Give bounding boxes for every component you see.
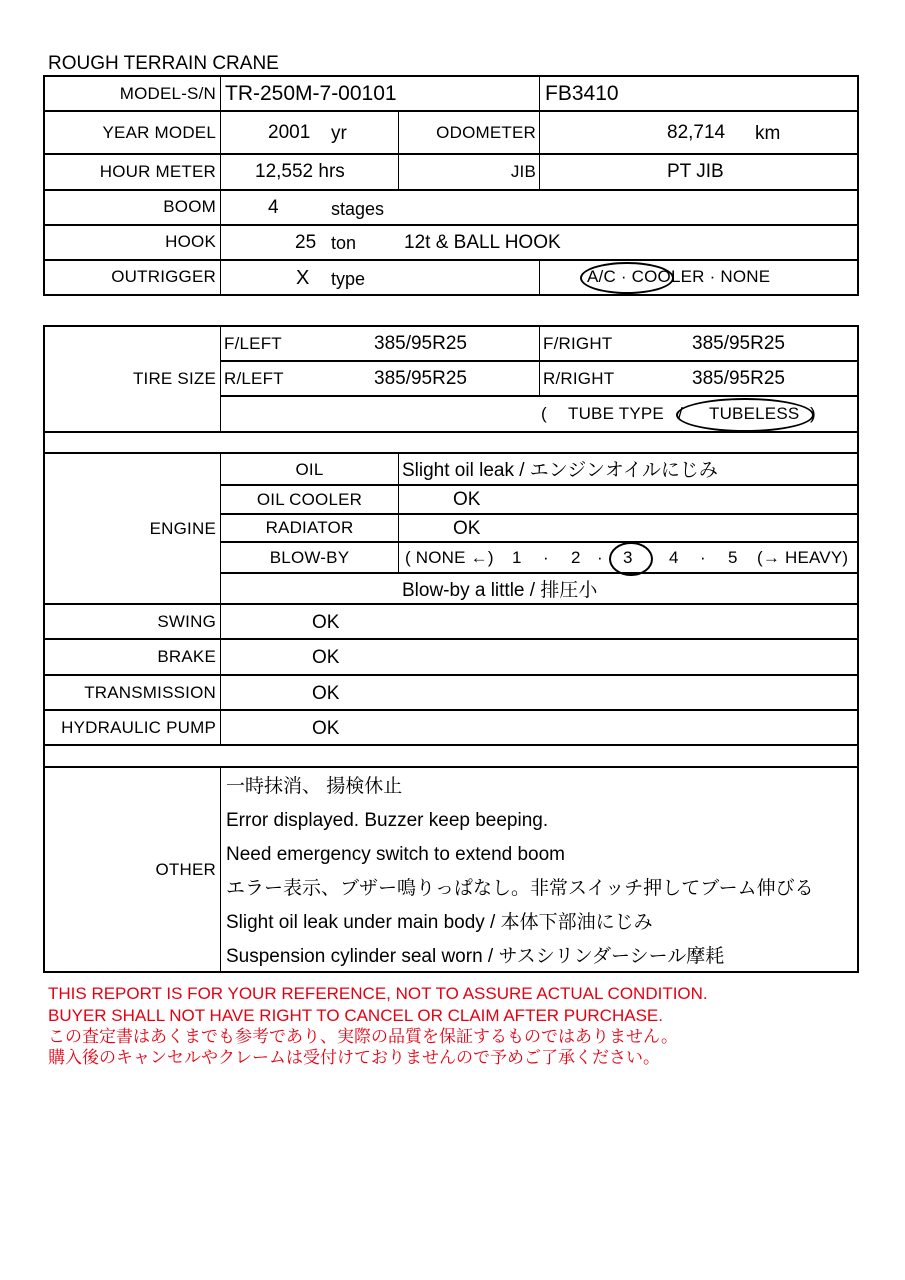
jib-label: JIB — [510, 162, 536, 181]
tire-type-open: ( — [541, 404, 547, 423]
hook-value: 25 — [295, 232, 317, 253]
outrigger-value: X — [296, 267, 310, 289]
disclaimer-line: この査定書はあくまでも参考であり、実際の品質を保証するものではありません。 — [48, 1027, 679, 1046]
jib-value: PT JIB — [667, 161, 724, 182]
other-line: Error displayed. Buzzer keep beeping. — [226, 810, 549, 831]
transmission-value: OK — [312, 683, 340, 704]
brake-value: OK — [312, 647, 340, 668]
oil-cooler-label: OIL COOLER — [256, 490, 363, 509]
blowby-3: 3 — [623, 548, 633, 567]
ac-options: A/C · COOLER · NONE — [587, 267, 771, 286]
oil-label: OIL — [295, 460, 324, 479]
hour-value: 12,552 hrs — [255, 161, 345, 182]
blowby-2: 2 — [571, 548, 581, 567]
boom-value: 4 — [268, 197, 279, 218]
other-line: Slight oil leak under main body / 本体下部油にじみ — [226, 912, 653, 933]
ac-selection-circle — [580, 262, 674, 294]
year-label: YEAR MODEL — [102, 123, 216, 142]
disclaimer-line: BUYER SHALL NOT HAVE RIGHT TO CANCEL OR CLAIM AFTER PURCHASE. — [48, 1006, 663, 1025]
tire-size-label: TIRE SIZE — [132, 369, 216, 388]
page-title: ROUGH TERRAIN CRANE — [48, 53, 279, 74]
year-value: 2001 — [268, 122, 311, 143]
hydraulic-pump-value: OK — [312, 718, 340, 739]
blowby-heavy: (→ HEAVY) — [757, 548, 849, 567]
radiator-value: OK — [453, 518, 481, 539]
odometer-value: 82,714 — [667, 122, 726, 143]
boom-label: BOOM — [163, 197, 216, 216]
brake-label: BRAKE — [157, 647, 216, 666]
other-line: Suspension cylinder seal worn / サスシリンダーシール摩耗 — [226, 946, 725, 967]
tire-type-tubeless: TUBELESS — [709, 404, 800, 423]
hook-label: HOOK — [165, 232, 216, 251]
disclaimer-line: 購入後のキャンセルやクレームは受付けておりませんので予めご了承ください。 — [48, 1048, 660, 1067]
transmission-label: TRANSMISSION — [84, 683, 216, 702]
blowby-none: ( NONE ←) — [405, 548, 494, 567]
swing-label: SWING — [157, 612, 216, 631]
tire-rl-value: 385/95R25 — [374, 368, 467, 389]
tire-type-sep: / — [678, 404, 683, 423]
oil-cooler-value: OK — [453, 489, 481, 510]
other-line: 一時抹消、 揚検休止 — [226, 776, 403, 797]
blowby-5: 5 — [728, 548, 738, 567]
model-value: TR-250M-7-00101 — [225, 82, 397, 105]
odometer-unit: km — [755, 123, 781, 144]
oil-value: Slight oil leak / エンジンオイルにじみ — [402, 460, 718, 481]
tire-fl-value: 385/95R25 — [374, 333, 467, 354]
tire-fr-value: 385/95R25 — [692, 333, 785, 354]
boom-unit: stages — [331, 199, 385, 219]
other-label: OTHER — [155, 860, 216, 879]
engine-label: ENGINE — [149, 519, 216, 538]
radiator-label: RADIATOR — [265, 518, 354, 537]
tire-rl-label: R/LEFT — [224, 369, 284, 388]
hook-note: 12t & BALL HOOK — [404, 232, 561, 253]
tire-type-close: ) — [810, 404, 816, 423]
hour-label: HOUR METER — [99, 162, 216, 181]
outrigger-label: OUTRIGGER — [111, 267, 216, 286]
tire-type-tube: TUBE TYPE — [568, 404, 664, 423]
swing-value: OK — [312, 612, 340, 633]
model-label: MODEL-S/N — [119, 84, 216, 103]
outrigger-unit: type — [331, 269, 366, 289]
hook-unit: ton — [331, 233, 357, 253]
other-line: Need emergency switch to extend boom — [226, 844, 566, 865]
hydraulic-pump-label: HYDRAULIC PUMP — [61, 718, 216, 737]
odometer-label: ODOMETER — [436, 123, 536, 142]
tire-rr-label: R/RIGHT — [543, 369, 615, 388]
blowby-label: BLOW-BY — [269, 548, 350, 567]
tubeless-selection-circle — [676, 398, 814, 432]
blowby-4: 4 — [669, 548, 679, 567]
serial-value: FB3410 — [545, 82, 619, 105]
tire-fl-label: F/LEFT — [224, 334, 282, 353]
blowby-selection-circle — [609, 542, 653, 576]
blowby-note: Blow-by a little / 排圧小 — [402, 580, 598, 601]
disclaimer-line: THIS REPORT IS FOR YOUR REFERENCE, NOT TO ASSURE ACTUAL CONDITION. — [48, 984, 708, 1003]
year-unit: yr — [331, 123, 347, 144]
blowby-1: 1 — [512, 548, 522, 567]
tire-fr-label: F/RIGHT — [543, 334, 613, 353]
tire-rr-value: 385/95R25 — [692, 368, 785, 389]
other-line: エラー表示、ブザー鳴りっぱなし。非常スイッチ押してブーム伸びる — [226, 878, 814, 899]
